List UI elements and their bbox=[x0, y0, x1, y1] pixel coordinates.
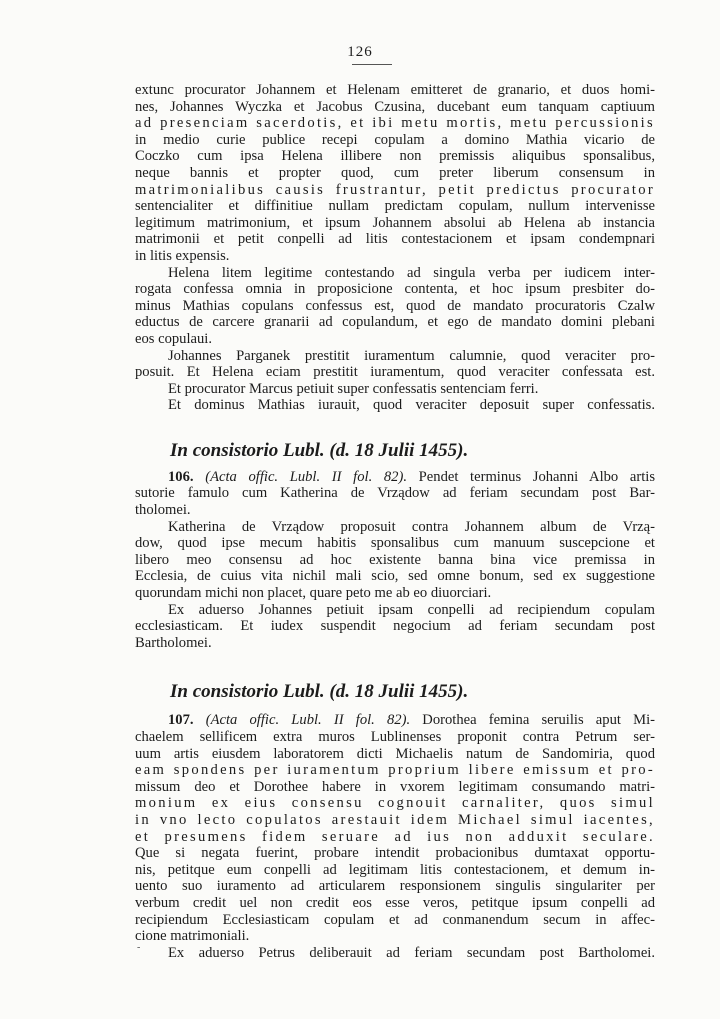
entry-first-line bbox=[135, 712, 655, 729]
entry-reference: (Acta offic. Lubl. II fol. 82). bbox=[205, 712, 411, 729]
text-line: Ex aduerso Petrus deliberauit ad feriam secundam post Bartholomei. bbox=[168, 944, 655, 961]
text-line: ecclesiasticam. Et iudex suspendit negocium ad feriam secundam post bbox=[135, 618, 655, 635]
text-line: Coczko cum ipsa Helena illibere non premissis aliquibus sponsalibus, bbox=[135, 148, 655, 165]
text-line: eductus de carcere granarii ad copulandum, et ego de mandato domini plebani bbox=[135, 314, 655, 331]
margin-mark: - bbox=[137, 942, 141, 953]
text-line: Helena litem legitime contestando ad singula verba per iudicem inter- bbox=[168, 264, 655, 281]
page-body bbox=[135, 82, 655, 961]
text-line: matrimonialibus causis frustrantur, petit predictus procurator bbox=[135, 181, 655, 198]
text-line: uento suo iuramento ad articularem responsionem singulis singulariter per bbox=[135, 878, 655, 895]
text-line: recipiendum Ecclesiasticam copulam et ad conmanendum secum in affec- bbox=[135, 911, 655, 928]
text-line: Katherina de Vrządow proposuit contra Johannem album de Vrzą- bbox=[168, 518, 655, 535]
entry-text: Pendet terminus Johanni Albo artis bbox=[418, 468, 656, 485]
text-line: Ex aduerso Johannes petiuit ipsam conpelli ad recipiendum copulam bbox=[168, 601, 655, 618]
entry-text: Dorothea femina seruilis aput Mi- bbox=[422, 712, 655, 729]
text-line: Et procurator Marcus petiuit super confessatis sentenciam ferri. bbox=[168, 380, 539, 397]
section-heading: In consistorio Lubl. (d. 18 Julii 1455). bbox=[170, 681, 469, 703]
text-line: sutorie famulo cum Katherina de Vrządow ad feriam secundam post Bar- bbox=[135, 485, 655, 502]
page-number-rule bbox=[352, 64, 392, 65]
text-line: chaelem sellificem extra muros Lublinenses proponit contra Petrum ser- bbox=[135, 729, 655, 745]
text-line: rogata confessa omnia in proposicione contenta, et hoc ipsum presbiter do- bbox=[135, 281, 655, 298]
entry-number: 107. bbox=[168, 712, 194, 729]
text-line: ad presenciam sacerdotis, et ibi metu mortis, metu percussionis bbox=[135, 115, 655, 132]
entry-reference: (Acta offic. Lubl. II fol. 82). bbox=[205, 468, 407, 485]
text-line: nes, Johannes Wyczka et Jacobus Czusina, ducebant eum tanquam captiuum bbox=[135, 98, 655, 115]
text-line: eos copulaui. bbox=[135, 330, 213, 347]
text-line: eam spondens per iuramentum proprium libere emissum et pro- bbox=[135, 762, 655, 779]
section-heading: In consistorio Lubl. (d. 18 Julii 1455). bbox=[170, 439, 469, 461]
text-line: Ecclesia, de cuius vita nichil mali scio, sed omne bonum, sed ex suggestione bbox=[135, 568, 655, 585]
text-line: monium ex eius consensu cognouit carnaliter, quos simul bbox=[135, 795, 655, 812]
text-line: sentencialiter et diffinitiue nullam predictam copulam, nullum intervenisse bbox=[135, 198, 655, 215]
text-line: Bartholomei. bbox=[135, 634, 212, 651]
text-line: tholomei. bbox=[135, 502, 191, 519]
text-line: extunc procurator Johannem et Helenam emitteret de granario, et duos homi- bbox=[135, 82, 655, 98]
text-line: nis, petitque eum conpelli ad legitimam litis contestacionem, et demum in- bbox=[135, 861, 655, 878]
text-line: in vno lecto copulatos arestauit idem Michael simul iacentes, bbox=[135, 811, 655, 828]
text-line: Que si negata fuerint, probare intendit probacionibus dumtaxat opportu- bbox=[135, 845, 655, 862]
text-line: et presumens fidem seruare ad ius non adduxit seculare. bbox=[135, 828, 655, 845]
text-line: minus Mathias copulans confessus est, quod de mandato procuratoris Czalw bbox=[135, 297, 655, 314]
text-line: legitimum matrimonium, et ipsum Johannem absolui ab Helena ab instancia bbox=[135, 214, 655, 231]
text-line: missum deo et Dorothee habere in vxorem legitimam consumando matri- bbox=[135, 778, 655, 795]
entry-number: 106. bbox=[168, 468, 194, 485]
text-line: cione matrimoniali. bbox=[135, 928, 250, 945]
text-line: quorundam michi non placet, quare peto me ab eo diuorciari. bbox=[135, 585, 492, 602]
page-number: 126 bbox=[347, 44, 373, 60]
text-line: uum artis eiusdem laboratorem dicti Michaelis natum de Sandomiria, quod bbox=[135, 745, 655, 762]
text-line: libero meo consensu ad hoc existente banna bina vice premissa in bbox=[135, 551, 655, 568]
text-line: in medio curie publice recepi copulam a domino Mathia vicario de bbox=[135, 131, 655, 148]
text-line: matrimonii et petit conpelli ad litis contestacionem et ipsam condempnari bbox=[135, 231, 655, 248]
text-line: posuit. Et Helena eciam prestitit iuramentum, quod veraciter confessata est. bbox=[135, 364, 655, 381]
text-line: Johannes Parganek prestitit iuramentum calumnie, quod veraciter pro- bbox=[168, 347, 655, 364]
entry-first-line bbox=[135, 469, 655, 486]
text-line: in litis expensis. bbox=[135, 247, 230, 264]
text-line: verbum credit uel non credit eos esse veros, petitque ipsum conpelli ad bbox=[135, 894, 655, 911]
text-line: Et dominus Mathias iurauit, quod veraciter deposuit super confessatis. bbox=[168, 397, 655, 414]
text-line: dow, quod ipse mecum habitis sponsalibus cum manuum suscepcione et bbox=[135, 535, 655, 552]
text-line: neque bannis et propter quod, cum preter liberum consensum in bbox=[135, 164, 655, 181]
